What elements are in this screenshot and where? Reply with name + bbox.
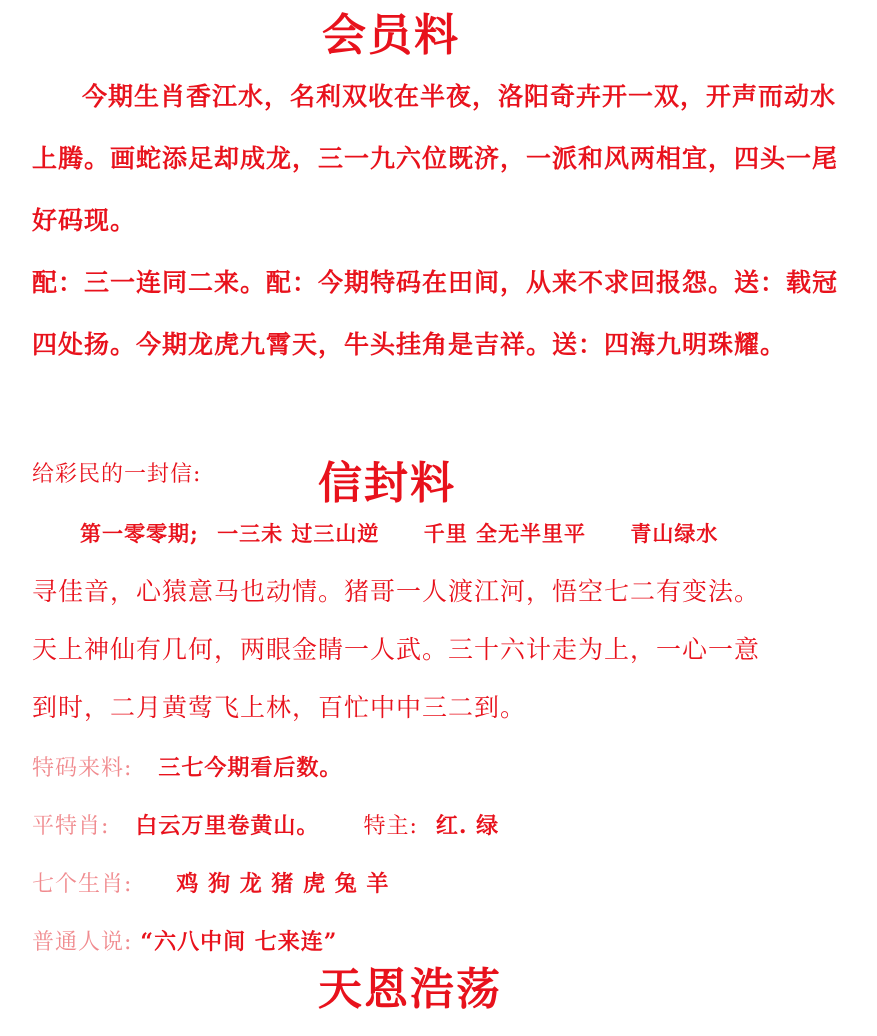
issue-line	[32, 514, 877, 554]
letter-line-4: 到时，二月黄莺飞上林，百忙中中三二到。	[32, 693, 527, 722]
main-color-value: 红. 绿	[435, 813, 500, 839]
flat-zodiac-row	[32, 806, 862, 847]
section-title-grace: 天恩浩荡	[318, 964, 502, 1015]
section-title-members: 会员料	[322, 10, 460, 61]
section-title-envelope: 信封料	[318, 458, 456, 509]
letter-intro: 给彩民的一封信:	[32, 462, 202, 487]
seven-zodiac-value: 鸡 狗 龙 猪 虎 兔 羊	[176, 871, 390, 897]
special-code-value: 三七今期看后数。	[158, 755, 343, 781]
members-pairing: 配：三一连同二来。配：今期特码在田间，从来不求回报怨。送：载冠四处扬。今期龙虎九霄天，牛头挂角是吉祥。送：四海九明珠耀。	[32, 268, 839, 359]
issue-number: 第一零零期;	[80, 521, 199, 546]
members-poem: 今期生肖香江水，名利双收在半夜，洛阳奇卉开一双，开声而动水上腾。画蛇添足却成龙，三一九六位既济，一派和风两相宜，四头一尾好码现。	[32, 82, 839, 235]
flat-zodiac-value: 白云万里卷黄山。	[135, 813, 320, 839]
common-saying-value: “六八中间 七来连”	[140, 929, 338, 955]
common-saying-label: 普通人说:	[32, 930, 133, 955]
letter-line-3: 天上神仙有几何，两眼金睛一人武。三十六计走为上，一心一意	[32, 635, 761, 664]
special-code-row	[32, 748, 862, 789]
letter-line-2: 寻佳音，心猿意马也动情。猪哥一人渡江河，悟空七二有变法。	[32, 577, 761, 606]
seven-zodiac-label: 七个生肖:	[32, 872, 133, 897]
main-color-label: 特主:	[363, 814, 418, 839]
seven-zodiac-row	[32, 864, 862, 905]
special-code-label: 特码来料:	[32, 756, 133, 781]
common-saying-row	[32, 922, 862, 963]
issue-phrase-1: 一三未 过三山逆	[217, 521, 380, 546]
issue-phrase-2: 千里 全无半里平	[423, 521, 587, 546]
flat-zodiac-label: 平特肖:	[32, 814, 110, 839]
issue-phrase-3: 青山绿水	[630, 521, 719, 546]
